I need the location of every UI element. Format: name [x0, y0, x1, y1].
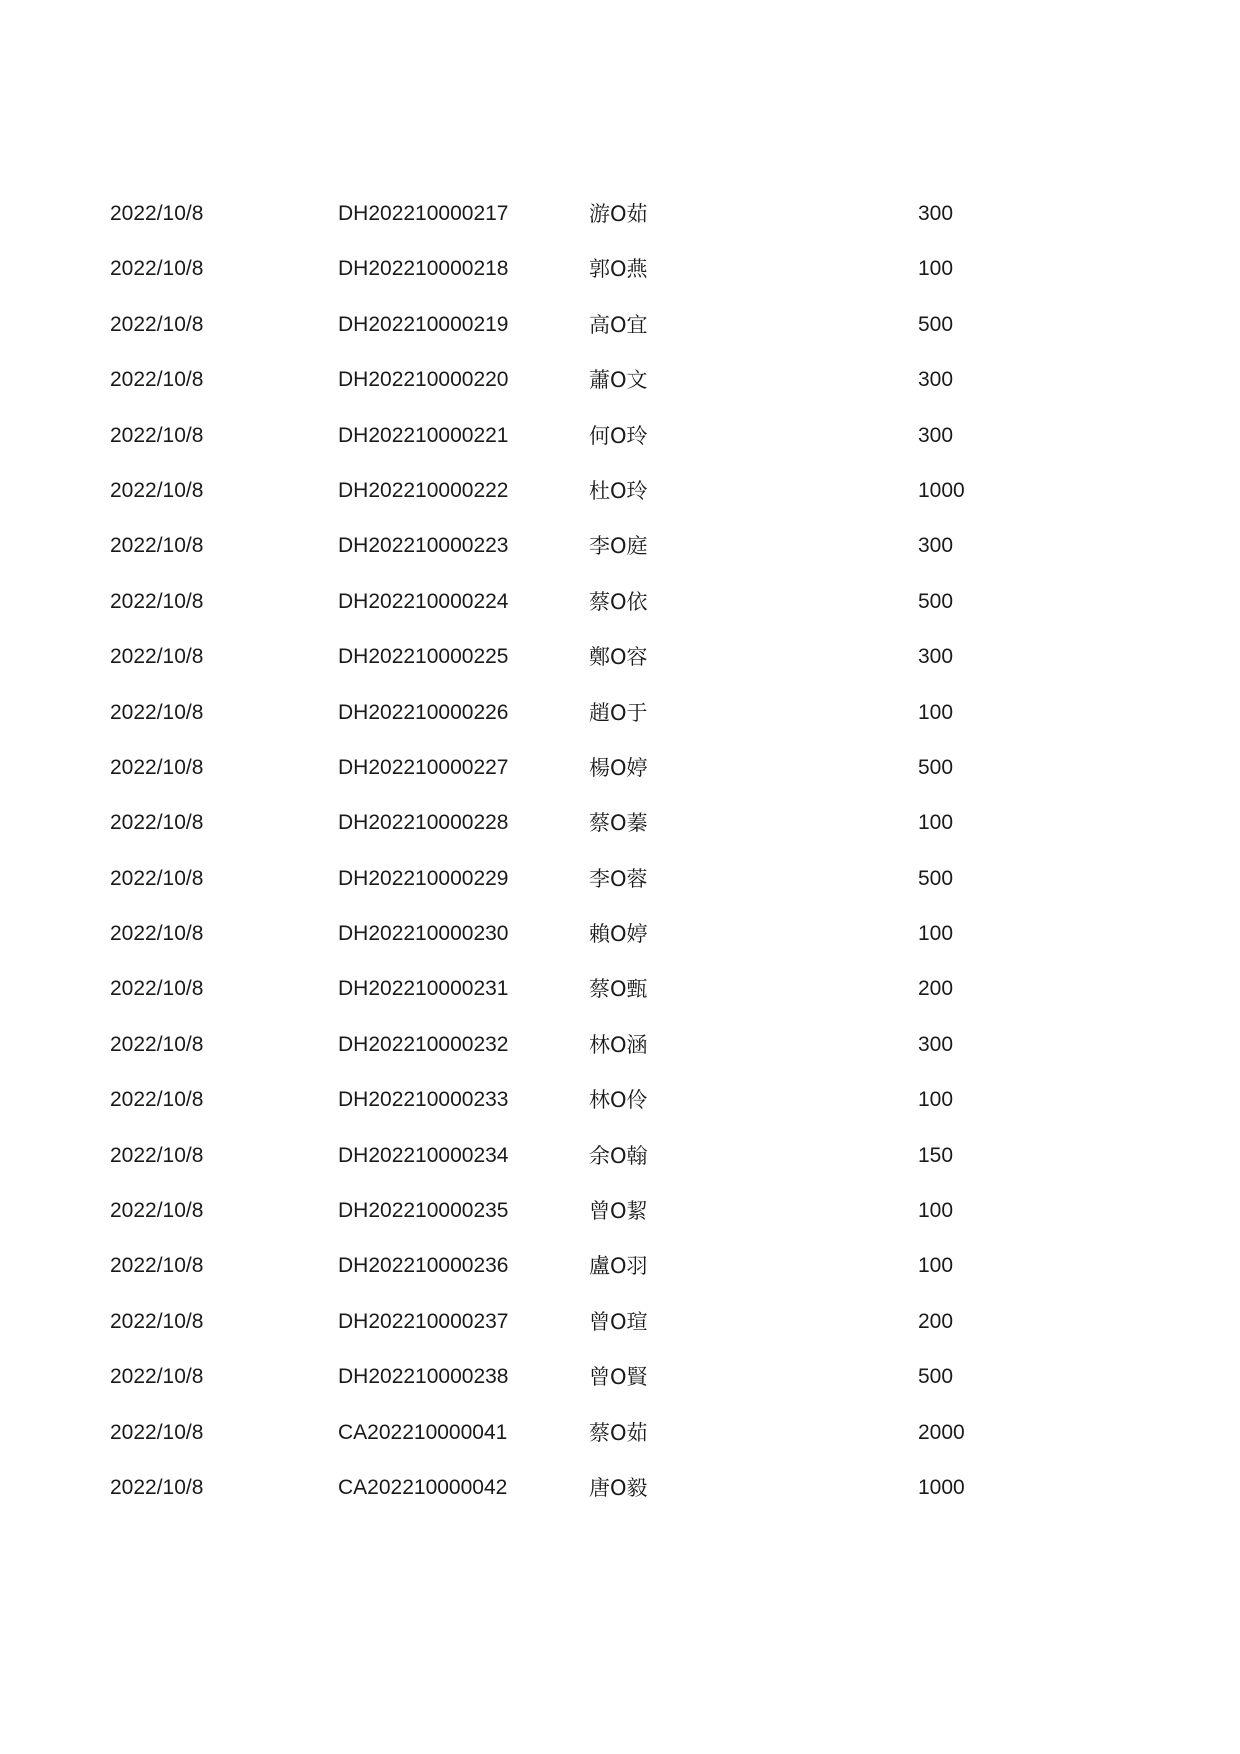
amount-cell: 100	[918, 1199, 954, 1223]
order-number-cell: DH202210000221	[338, 423, 509, 447]
order-number-cell: DH202210000232	[338, 1032, 509, 1056]
date-cell: 2022/10/8	[110, 1088, 204, 1112]
amount-cell: 300	[918, 368, 954, 392]
date-cell: 2022/10/8	[110, 1199, 204, 1223]
order-number-cell: DH202210000229	[338, 866, 509, 890]
amount-cell: 100	[918, 1088, 954, 1112]
donor-name-cell: 何O玲	[589, 423, 648, 448]
amount-cell: 100	[918, 811, 954, 835]
amount-cell: 2000	[918, 1420, 965, 1444]
donor-name-cell: 游O茹	[589, 202, 648, 226]
date-cell: 2022/10/8	[110, 811, 204, 835]
date-cell: 2022/10/8	[110, 866, 204, 890]
amount-cell: 200	[918, 1309, 954, 1333]
amount-cell: 1000	[918, 478, 965, 502]
date-cell: 2022/10/8	[110, 977, 204, 1001]
donor-name-cell: 蕭O文	[589, 368, 648, 393]
donor-name-cell: 曾O賢	[589, 1365, 648, 1390]
amount-cell: 500	[918, 755, 954, 779]
order-number-cell: DH202210000225	[338, 645, 509, 669]
donor-name-cell: 曾O瑄	[589, 1309, 648, 1334]
date-cell: 2022/10/8	[110, 1475, 204, 1499]
order-number-cell: DH202210000231	[338, 977, 509, 1001]
amount-cell: 300	[918, 1032, 954, 1056]
date-cell: 2022/10/8	[110, 645, 204, 669]
order-number-cell: DH202210000233	[338, 1088, 509, 1112]
amount-cell: 100	[918, 257, 954, 281]
date-cell: 2022/10/8	[110, 922, 204, 946]
order-number-cell: DH202210000234	[338, 1143, 509, 1167]
date-cell: 2022/10/8	[110, 1309, 204, 1333]
order-number-cell: DH202210000217	[338, 202, 509, 225]
donor-name-cell: 李O庭	[589, 534, 648, 559]
donor-name-cell: 高O宜	[589, 312, 648, 337]
order-number-cell: DH202210000235	[338, 1199, 509, 1223]
order-number-cell: DH202210000222	[338, 478, 509, 502]
amount-cell: 300	[918, 534, 954, 558]
amount-cell: 1000	[918, 1475, 965, 1499]
donor-name-cell: 趙O于	[589, 700, 648, 725]
date-cell: 2022/10/8	[110, 312, 204, 336]
amount-cell: 500	[918, 866, 954, 890]
amount-cell: 100	[918, 922, 954, 946]
order-number-cell: DH202210000220	[338, 368, 509, 392]
amount-cell: 200	[918, 977, 954, 1001]
order-number-cell: CA202210000041	[338, 1420, 508, 1444]
date-cell: 2022/10/8	[110, 1365, 204, 1389]
donor-name-cell: 曾O絜	[589, 1199, 648, 1224]
amount-cell: 300	[918, 645, 954, 669]
date-cell: 2022/10/8	[110, 478, 204, 502]
donation-table	[0, 202, 1240, 1542]
donor-name-cell: 盧O羽	[589, 1254, 648, 1279]
donor-name-cell: 杜O玲	[589, 478, 648, 503]
donor-name-cell: 蔡O蓁	[589, 811, 648, 836]
date-cell: 2022/10/8	[110, 257, 204, 281]
donor-name-cell: 楊O婷	[589, 755, 648, 780]
donor-name-cell: 郭O燕	[589, 257, 648, 282]
order-number-cell: DH202210000223	[338, 534, 509, 558]
order-number-cell: DH202210000224	[338, 589, 509, 613]
date-cell: 2022/10/8	[110, 700, 204, 724]
order-number-cell: DH202210000237	[338, 1309, 509, 1333]
date-cell: 2022/10/8	[110, 755, 204, 779]
table-row	[0, 1475, 1240, 1542]
order-number-cell: CA202210000042	[338, 1475, 508, 1499]
date-cell: 2022/10/8	[110, 534, 204, 558]
date-cell: 2022/10/8	[110, 1420, 204, 1444]
donor-name-cell: 唐O毅	[589, 1475, 648, 1500]
amount-cell: 100	[918, 700, 954, 724]
amount-cell: 500	[918, 312, 954, 336]
amount-cell: 150	[918, 1143, 954, 1167]
order-number-cell: DH202210000226	[338, 700, 509, 724]
order-number-cell: DH202210000218	[338, 257, 509, 281]
amount-cell: 300	[918, 202, 954, 225]
date-cell: 2022/10/8	[110, 368, 204, 392]
order-number-cell: DH202210000230	[338, 922, 509, 946]
date-cell: 2022/10/8	[110, 1032, 204, 1056]
order-number-cell: DH202210000228	[338, 811, 509, 835]
order-number-cell: DH202210000238	[338, 1365, 509, 1389]
amount-cell: 500	[918, 1365, 954, 1389]
date-cell: 2022/10/8	[110, 423, 204, 447]
date-cell: 2022/10/8	[110, 589, 204, 613]
donor-name-cell: 蔡O茹	[589, 1420, 648, 1445]
donor-name-cell: 林O涵	[589, 1032, 648, 1057]
donor-name-cell: 余O翰	[589, 1143, 648, 1168]
date-cell: 2022/10/8	[110, 1143, 204, 1167]
amount-cell: 100	[918, 1254, 954, 1278]
order-number-cell: DH202210000236	[338, 1254, 509, 1278]
amount-cell: 500	[918, 589, 954, 613]
date-cell: 2022/10/8	[110, 1254, 204, 1278]
order-number-cell: DH202210000219	[338, 312, 509, 336]
donor-name-cell: 蔡O甄	[589, 977, 648, 1002]
donor-name-cell: 蔡O依	[589, 589, 648, 614]
donor-name-cell: 林O伶	[589, 1088, 648, 1113]
donor-name-cell: 鄭O容	[589, 645, 648, 670]
date-cell: 2022/10/8	[110, 202, 204, 225]
order-number-cell: DH202210000227	[338, 755, 509, 779]
amount-cell: 300	[918, 423, 954, 447]
donor-name-cell: 賴O婷	[589, 922, 648, 947]
donor-name-cell: 李O蓉	[589, 866, 648, 891]
